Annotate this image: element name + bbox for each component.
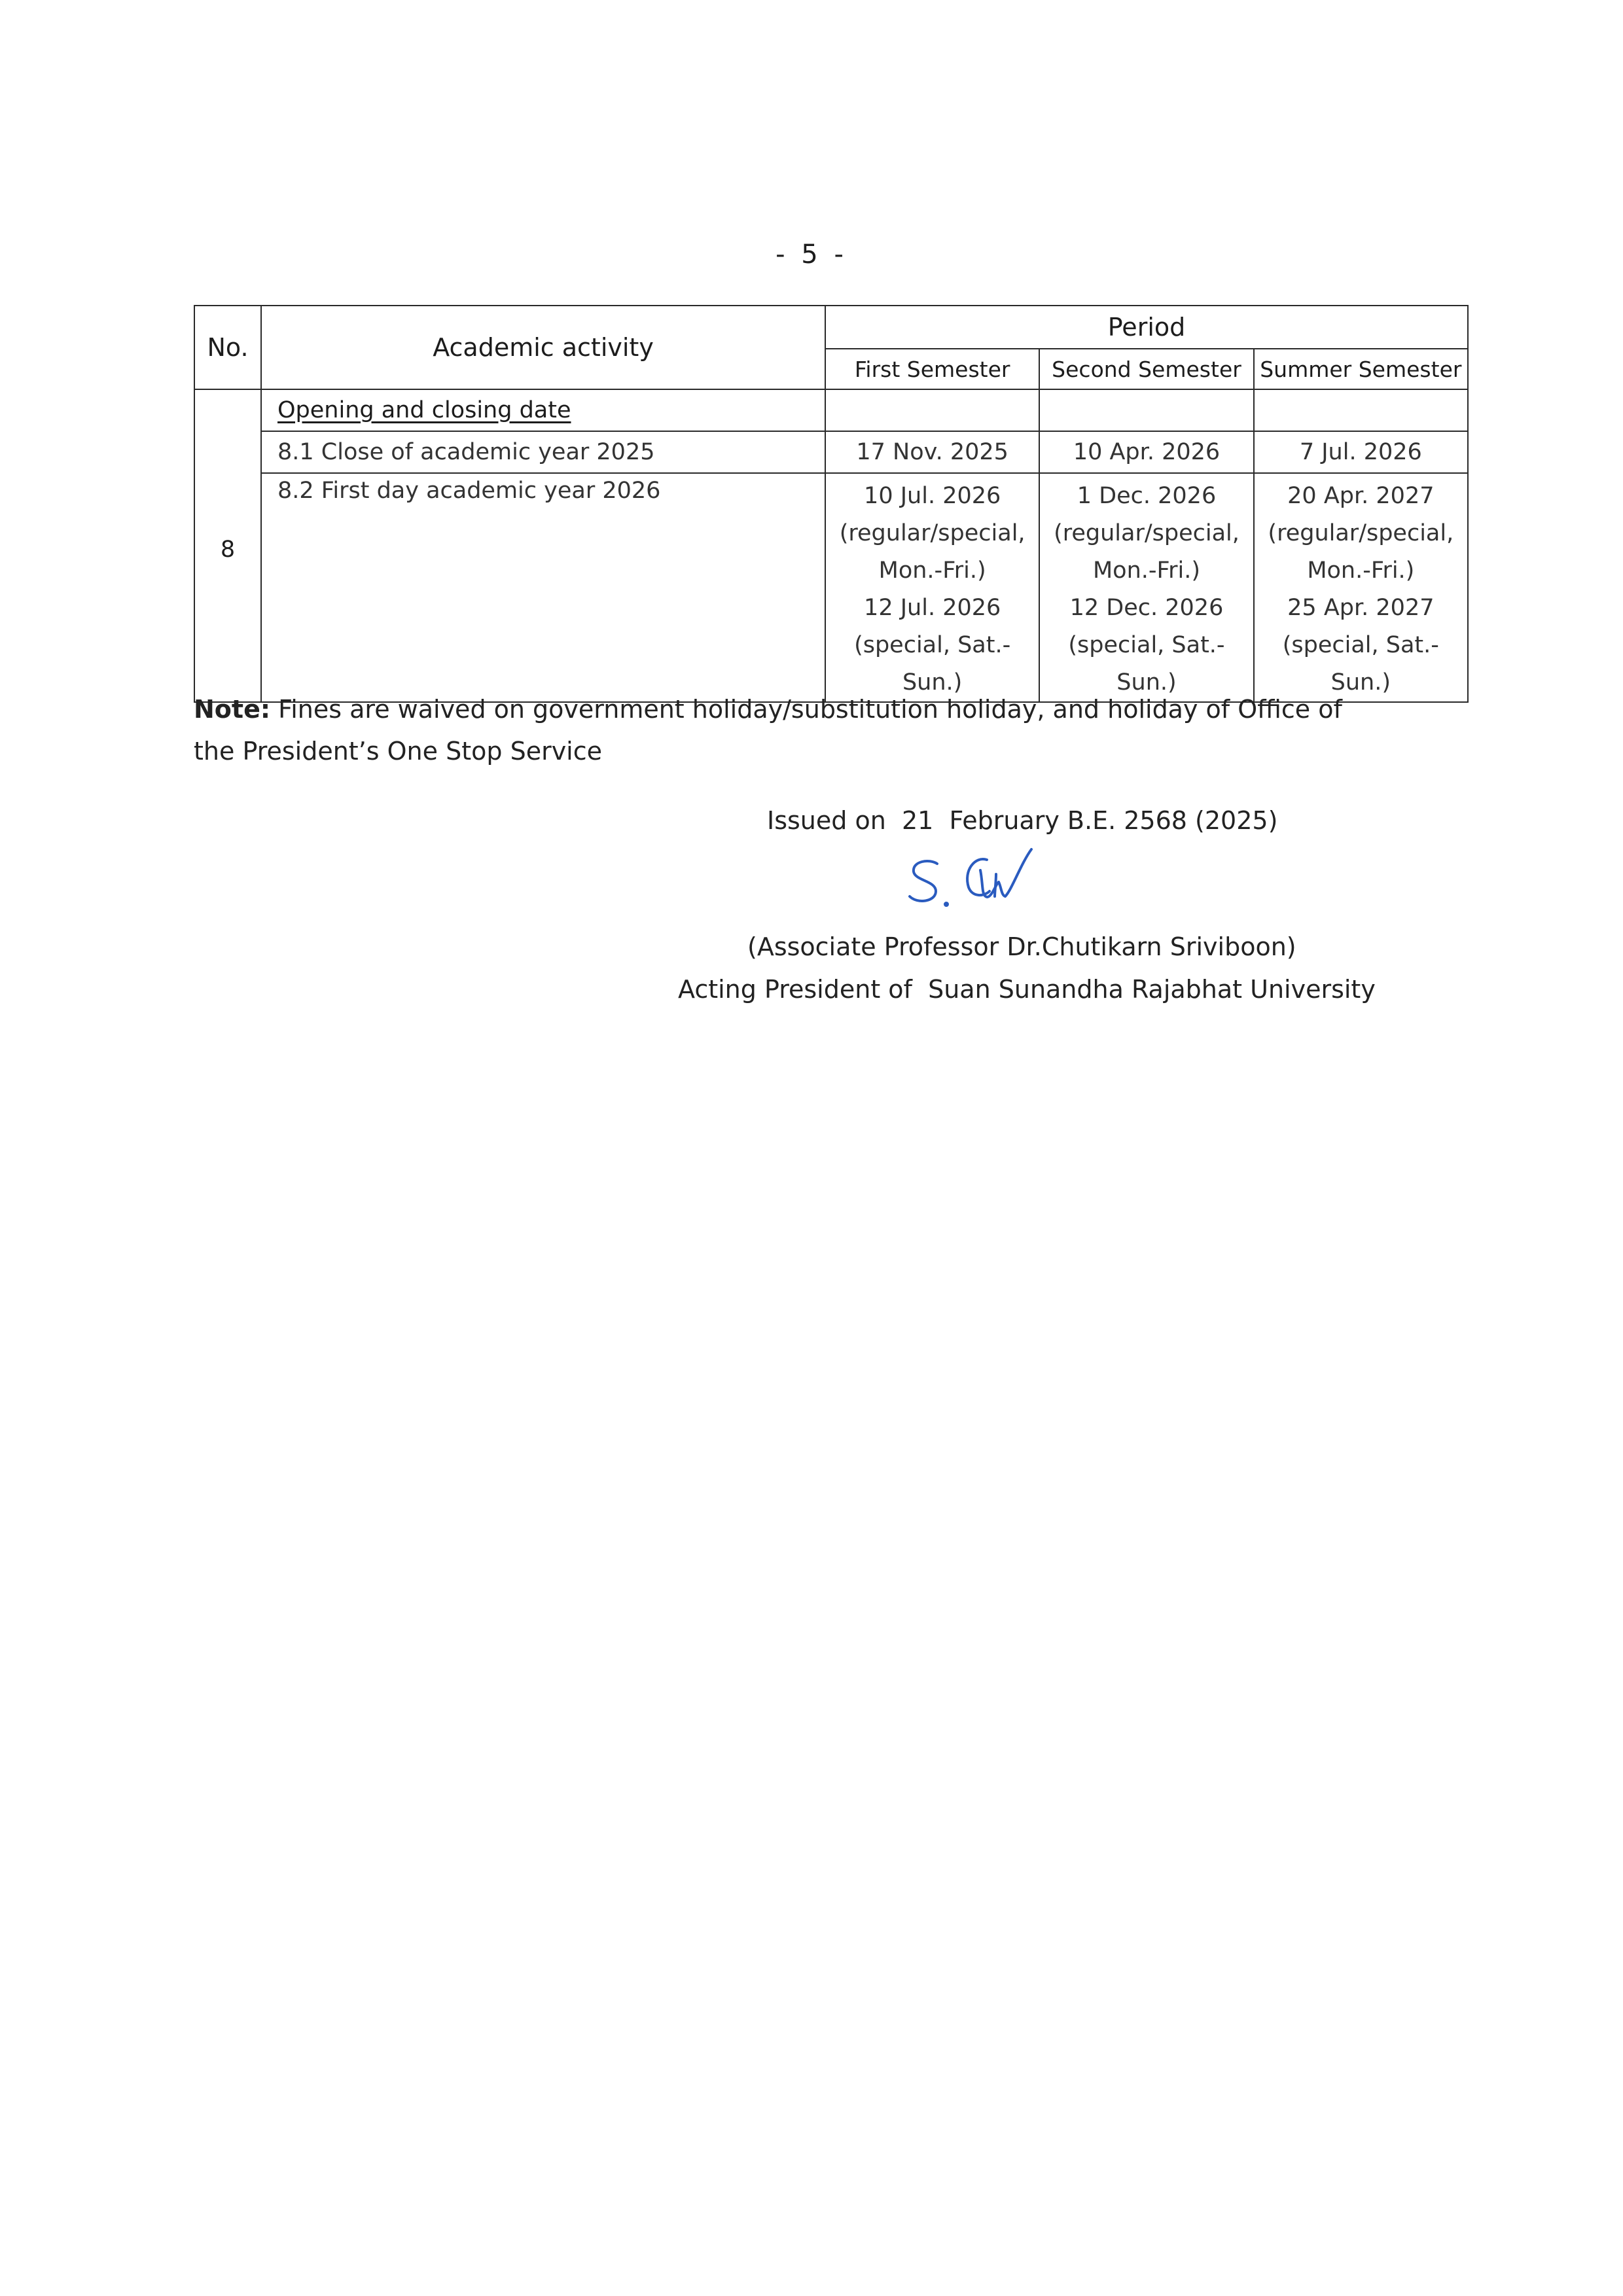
date-line: (regular/special, [839, 520, 1026, 546]
note-label: Note: [194, 695, 271, 724]
date-line: 12 Jul. 2026 [864, 595, 1001, 621]
signer-name: (Associate Professor Dr.Chutikarn Sriviboon) [747, 932, 1296, 961]
note-paragraph [194, 688, 1372, 772]
date-line: Mon.-Fri.) [878, 557, 986, 584]
activity-label: 8.1 Close of academic year 2025 [261, 431, 825, 473]
signer-position: Acting President of Suan Sunandha Rajabhat University [678, 975, 1376, 1004]
table-cell [1039, 389, 1253, 431]
date-line: 20 Apr. 2027 [1287, 483, 1435, 509]
date-cell: 17 Nov. 2025 [825, 431, 1039, 473]
academic-calendar-table [194, 305, 1469, 703]
date-cell [1254, 473, 1468, 702]
date-line: (special, Sat.-Sun.) [1068, 632, 1225, 696]
section-title [261, 389, 825, 431]
page-number: - 5 - [776, 239, 847, 270]
date-line: 25 Apr. 2027 [1287, 595, 1435, 621]
date-line: Mon.-Fri.) [1307, 557, 1415, 584]
date-cell [1039, 473, 1253, 702]
date-line: (regular/special, [1054, 520, 1240, 546]
date-line: (special, Sat.-Sun.) [1282, 632, 1439, 696]
table-cell [1254, 389, 1468, 431]
note-text: Fines are waived on government holiday/substitution holiday, and holiday of Office of the President’s One Stop Service [194, 695, 1342, 766]
header-academic-activity: Academic activity [261, 306, 825, 389]
header-no: No. [194, 306, 261, 389]
date-cell: 10 Apr. 2026 [1039, 431, 1253, 473]
date-cell [825, 473, 1039, 702]
table-header-row [194, 306, 1468, 349]
header-second-semester: Second Semester [1039, 349, 1253, 389]
date-line: Mon.-Fri.) [1092, 557, 1200, 584]
activity-label: 8.2 First day academic year 2026 [261, 473, 825, 702]
date-line: (special, Sat.-Sun.) [854, 632, 1011, 696]
table-row [194, 473, 1468, 702]
section-title-text: Opening and closing date [277, 397, 571, 423]
date-line: 10 Jul. 2026 [864, 483, 1001, 509]
issued-date: Issued on 21 February B.E. 2568 (2025) [767, 806, 1278, 835]
table-cell [825, 389, 1039, 431]
date-line: (regular/special, [1268, 520, 1454, 546]
header-first-semester: First Semester [825, 349, 1039, 389]
row-number: 8 [194, 389, 261, 702]
date-cell: 7 Jul. 2026 [1254, 431, 1468, 473]
table-row [194, 431, 1468, 473]
header-summer-semester: Summer Semester [1254, 349, 1468, 389]
table-row [194, 389, 1468, 431]
handwritten-signature [903, 844, 1073, 916]
header-period: Period [825, 306, 1468, 349]
date-line: 1 Dec. 2026 [1077, 483, 1217, 509]
date-line: 12 Dec. 2026 [1069, 595, 1224, 621]
